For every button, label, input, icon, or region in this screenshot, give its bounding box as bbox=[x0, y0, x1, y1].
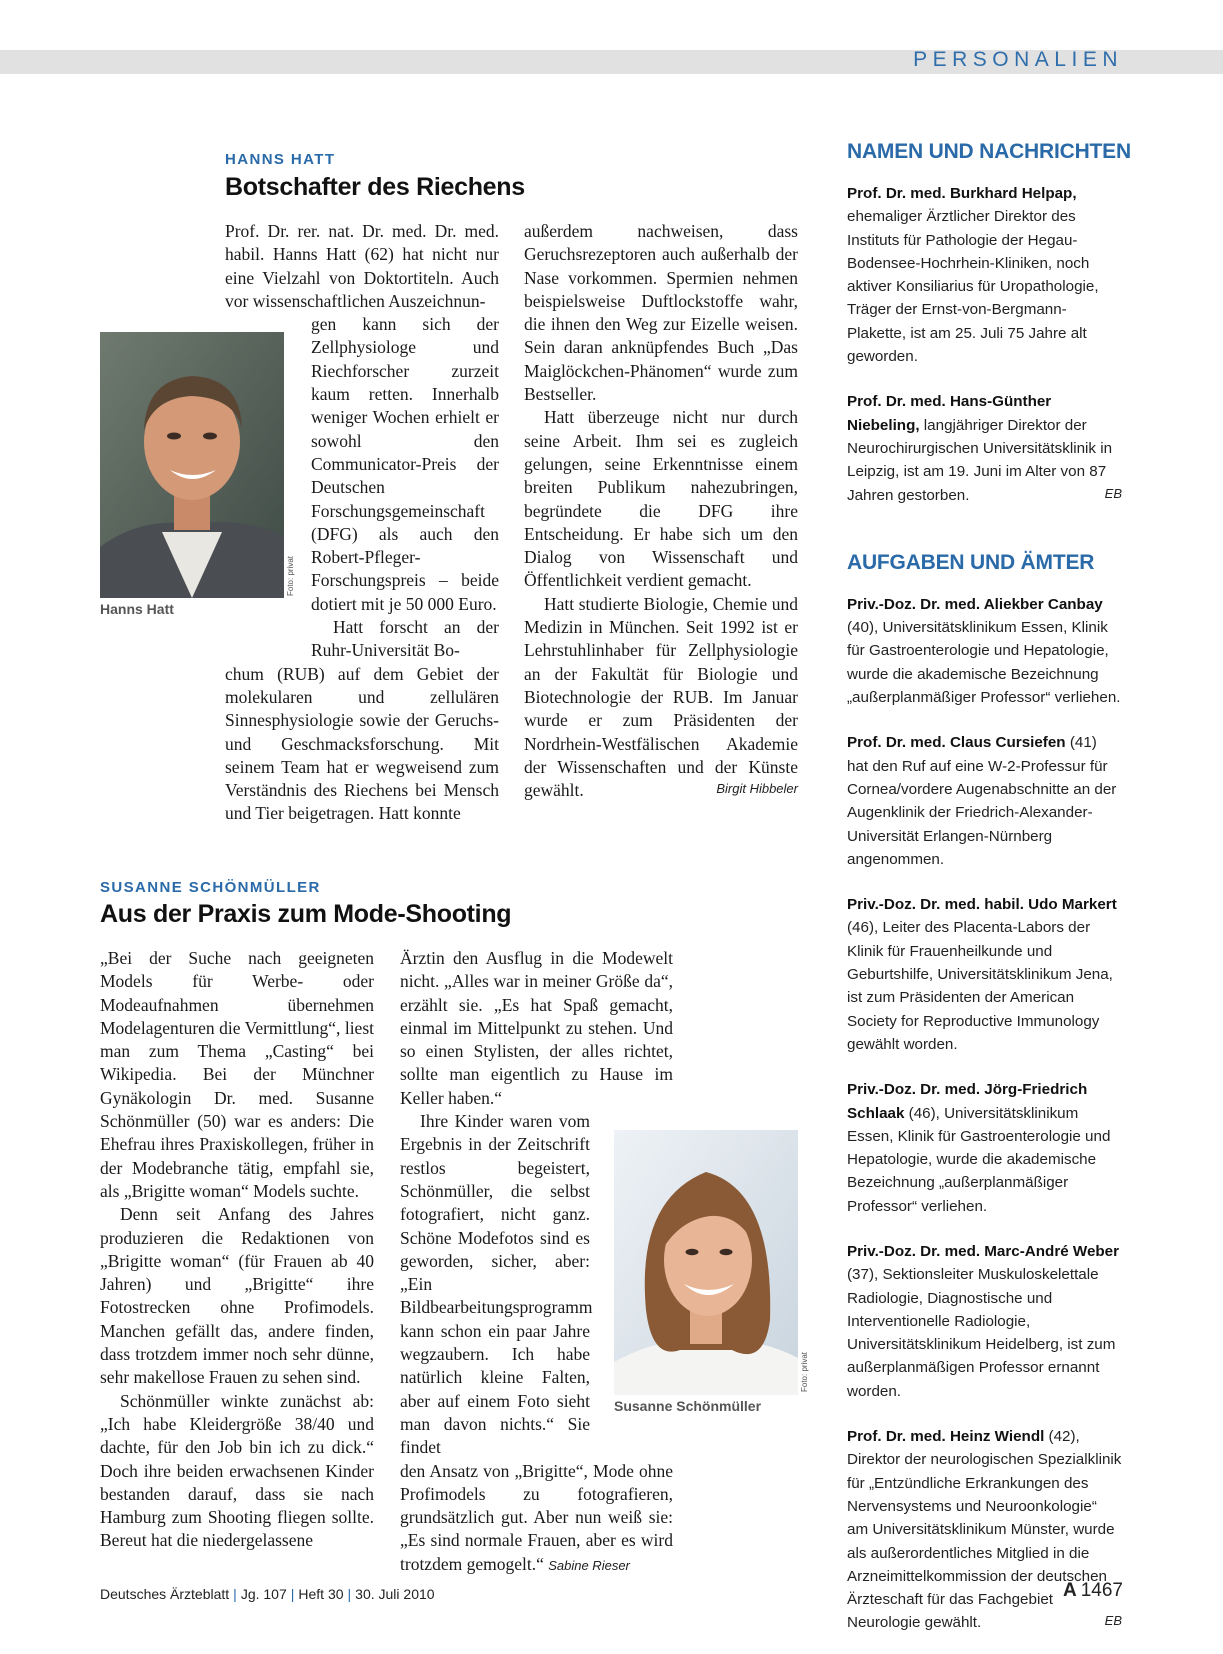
portrait-man-illustration bbox=[100, 332, 284, 598]
page-number bbox=[1063, 1580, 1123, 1602]
entry-text: (41) hat den Ruf auf eine W-2-Professur für Cornea/vordere Augenabschnitte an der Augenklinik der Friedrich-Alexander-Universität Erlangen-Nürnberg angenommen. bbox=[847, 734, 1117, 868]
person-name: Priv.-Doz. Dr. med. Marc-André Weber bbox=[847, 1242, 1120, 1260]
sidebar-heading-duties: AUFGABEN UND ÄMTER bbox=[847, 550, 1095, 574]
section-title: PERSONALIEN bbox=[913, 48, 1123, 71]
duty-entry bbox=[847, 731, 1122, 871]
article2-text-beside-photo bbox=[400, 1110, 593, 1459]
article2-col1-p1: „Bei der Suche nach geeigneten Models für Werbe- oder Modeaufnahmen übernehmen Modelagenturen die Vermittlung“, liest man zum Thema „Casting“ bei Wikipedia. Bei der Münchner Gynäkologin Dr. med. Susanne Schönmüller (50) war es anders: Die Ehefrau ihres Praxiskollegen, früher in der Modebranche tätig, empfahl sie, als „Brigitte woman“ Models suchte. bbox=[100, 948, 374, 1201]
article2-col2-top: Ärztin den Ausflug in die Modewelt nicht. „Alles war in meiner Größe da“, erzählt sie. „Es hat Spaß gemacht, einmal im Mittelpunkt zu stehen. Und so einen Stylisten, der alles richtet, sollte man eigentlich zu Hause im Keller haben.“ bbox=[400, 948, 673, 1108]
article1-kicker: HANNS HATT bbox=[225, 151, 336, 168]
article1-col1-top: Prof. Dr. rer. nat. Dr. med. Dr. med. habil. Hanns Hatt (62) hat nicht nur eine Vielzahl von Doktortiteln. Auch vor wissenschaftlichen Auszeichnun- bbox=[225, 221, 499, 311]
entry-text: (46), Universitätsklinikum Essen, Klinik für Gastroenterologie und Hepatologie, wurde die akademische Bezeichnung „außerplanmäßiger Professor“ verliehen. bbox=[847, 1104, 1111, 1215]
entry-text: (37), Sektionsleiter Muskuloskelettale Radiologie, Diagnostische und Interventionelle Radiologie, Universitätsklinikum Heidelberg, ist zum außerplanmäßigen Professor ernannt worden. bbox=[847, 1266, 1116, 1400]
person-name: Priv.-Doz. Dr. med. habil. Udo Markert bbox=[847, 896, 1117, 914]
duty-entry bbox=[847, 1240, 1122, 1403]
news-signature: EB bbox=[1104, 485, 1122, 501]
person-name: Prof. Dr. med. Claus Cursiefen bbox=[847, 734, 1066, 752]
footer-separator: | bbox=[290, 1586, 295, 1602]
footer-separator: | bbox=[347, 1586, 352, 1602]
article1-col2-p1: außerdem nachweisen, dass Geruchsrezeptoren auch außerhalb der Nase vorkommen. Spermien nehmen beispielsweise Duftlockstoffe wahr, die ihnen den Weg zur Eizelle weisen. Sein daran anknüpfendes Buch „Das Maiglöckchen-Phänomen“ wurde zum Bestseller. bbox=[524, 221, 798, 405]
news-entry bbox=[847, 182, 1122, 368]
entry-text: (40), Universitätsklinikum Essen, Klinik für Gastroenterologie und Hepatologie, wurde die akademische Bezeichnung „außerplanmäßiger Professor“ verliehen. bbox=[847, 619, 1121, 707]
article2-headline: Aus der Praxis zum Mode-Shooting bbox=[100, 900, 512, 928]
entry-text: (46), Leiter des Placenta-Labors der Klinik für Frauenheilkunde und Geburtshilfe, Universitätsklinikum Jena, ist zum Präsidenten der American Society for Reproductive Immunology gewählt worden. bbox=[847, 919, 1113, 1053]
duty-entry bbox=[847, 893, 1122, 1056]
sidebar-spacer bbox=[847, 507, 1122, 551]
issue-date: 30. Juli 2010 bbox=[355, 1586, 435, 1602]
journal-name: Deutsches Ärzteblatt bbox=[100, 1586, 230, 1602]
article2-col1-p3: Schönmüller winkte zunächst ab: „Ich habe Kleidergröße 38/40 und dachte, für den Job bin ich zu dick.“ Doch ihre beiden erwachsenen Kinder bestanden darauf, dass sie nach Hamburg zum Shooting fliegen sollte. Bereut hat die niedergelassene bbox=[100, 1390, 374, 1551]
person-name: Priv.-Doz. Dr. med. Jörg-Friedrich Schlaak bbox=[847, 1081, 1088, 1122]
volume: Jg. 107 bbox=[240, 1586, 287, 1602]
article1-column-2 bbox=[524, 220, 798, 802]
page-prefix: A bbox=[1062, 1580, 1077, 1601]
photo-hanns-hatt bbox=[100, 332, 284, 598]
photo-caption-hatt: Hanns Hatt bbox=[100, 601, 174, 617]
article2-column-1 bbox=[100, 947, 374, 1553]
article1-col2-p3-text: Hatt studierte Biologie, Chemie und Medizin in München. Seit 1992 ist er Lehrstuhlinhaber für Zellphysiologie an der Fakultät für Biologie und Biotechnologie der RUB. Im Januar wurde er zum Präsidenten der Nordrhein-Westfälischen Akademie der Wissenschaften und der Künste gewählt. bbox=[524, 593, 798, 801]
person-name: Prof. Dr. med. Hans-Günther Niebeling, bbox=[847, 393, 1052, 434]
entry-text: ehemaliger Ärztlicher Direktor des Instituts für Pathologie der Hegau-Bodensee-Hochrhein-Kliniken, noch aktiver Konsiliarius für Uropathologie, Träger der Ernst-von-Bergmann-Plakette, ist am 25. Juli 75 Jahre alt geworden. bbox=[847, 208, 1099, 366]
photo-credit-hatt: Foto: privat bbox=[286, 555, 295, 596]
photo-credit-schoenmueller: Foto: privat bbox=[800, 1351, 809, 1392]
person-name: Prof. Dr. med. Burkhard Helpap, bbox=[847, 185, 1077, 202]
article1-col1-wrap-p2: Hatt forscht an der Ruhr-Universität Bo- bbox=[311, 617, 499, 661]
article1-headline: Botschafter des Riechens bbox=[225, 173, 525, 201]
news-entry bbox=[847, 390, 1122, 506]
article1-text-beside-photo bbox=[311, 313, 499, 662]
article2-col1-p2: Denn seit Anfang des Jahres produzieren die Redaktionen von „Brigitte woman“ (für Frauen ab 40 Jahren) und „Brigitte“ ihre Fotostrecken ohne Profimodels. Manchen gefällt das, andere finden, dass trotzdem immer noch sehr dünne, sehr makellose Frauen zu sehen sind. bbox=[100, 1204, 374, 1388]
article1-col2-p2: Hatt überzeuge nicht nur durch seine Arbeit. Ihm sei es zugleich gelungen, seine Erkenntnisse einem breiten Publikum nahezubringen, begründete die DFG ihre Entscheidung. Er habe sich um den Dialog von Wissenschaft und Öffentlichkeit verdient gemacht. bbox=[524, 407, 798, 591]
person-name: Prof. Dr. med. Heinz Wiendl bbox=[847, 1428, 1045, 1446]
article2-author: Sabine Rieser bbox=[548, 1557, 630, 1573]
article2-col2-wrap: Ihre Kinder waren vom Ergebnis in der Zeitschrift restlos begeistert, Schönmüller, die selbst fotografiert, nicht ganz. Schöne Modefotos sind es geworden, sicher, aber: „Ein Bildbearbeitungsprogramm kann schon ein paar Jahre wegzaubern. Ich habe natürlich kleine Falten, aber auf einem Foto sieht man davon nichts.“ Sie findet bbox=[400, 1111, 593, 1458]
article2-col2-rest bbox=[400, 1460, 673, 1576]
photo-caption-schoenmueller: Susanne Schönmüller bbox=[614, 1398, 762, 1414]
article1-col1-wrap-p1: gen kann sich der Zellphysiologe und Riechforscher zurzeit kaum retten. Innerhalb weniger Wochen erhielt er sowohl den Communicator-Preis der Deutschen Forschungsgemeinschaft (DFG) als auch den Robert-Pfleger-Forschungspreis – beide dotiert mit je 50 000 Euro. bbox=[311, 314, 499, 614]
article2-col2-rest-text: den Ansatz von „Brigitte“, Mode ohne Profimodels zu fotografieren, grundsätzlich gut. Aber nun weiß sie: „Es sind normale Frauen, aber es wird trotzdem gemogelt.“ bbox=[400, 1460, 673, 1574]
footer-citation bbox=[100, 1586, 435, 1602]
page-number-value: 1467 bbox=[1080, 1580, 1123, 1601]
sidebar-heading-news: NAMEN UND NACHRICHTEN bbox=[847, 140, 1131, 163]
article2-kicker: SUSANNE SCHÖNMÜLLER bbox=[100, 879, 321, 896]
person-name: Priv.-Doz. Dr. med. Aliekber Canbay bbox=[847, 595, 1103, 613]
article1-author: Birgit Hibbeler bbox=[716, 781, 798, 797]
entry-text: (42), Direktor der neurologischen Spezialklinik für „Entzündliche Erkrankungen des Nervensystems und Neuroonkologie“ am Universitätsklinikum Münster, wurde als außerordentliches Mitglied in die Arzneimittelkommission der deutschen Ärzteschaft für das Fachgebiet Neurologie gewählt. bbox=[847, 1428, 1122, 1632]
photo-susanne-schoenmueller bbox=[614, 1130, 798, 1395]
sidebar bbox=[847, 140, 1131, 1635]
entry-text: langjähriger Direktor der Neurochirurgischen Universitätsklinik in Leipzig, ist am 19. Juni im Alter von 87 Jahren gestorben. bbox=[847, 416, 1113, 504]
footer-separator: | bbox=[233, 1586, 237, 1602]
duty-entry bbox=[847, 1078, 1122, 1218]
portrait-woman-illustration bbox=[614, 1130, 798, 1395]
duties-signature: EB bbox=[1104, 1613, 1122, 1629]
duty-entry bbox=[847, 1425, 1122, 1635]
article1-col1-rest: chum (RUB) auf dem Gebiet der molekularen und zellulären Sinnesphysiologie sowie der Geruchs- und Geschmacksforschung. Mit seinem Team hat er wegweisend zum Verständnis des Riechens bei Mensch und Tier beigetragen. Hatt konnte bbox=[225, 663, 499, 824]
issue: Heft 30 bbox=[298, 1586, 344, 1602]
duty-entry bbox=[847, 593, 1122, 709]
article1-col2-p3 bbox=[524, 593, 798, 803]
